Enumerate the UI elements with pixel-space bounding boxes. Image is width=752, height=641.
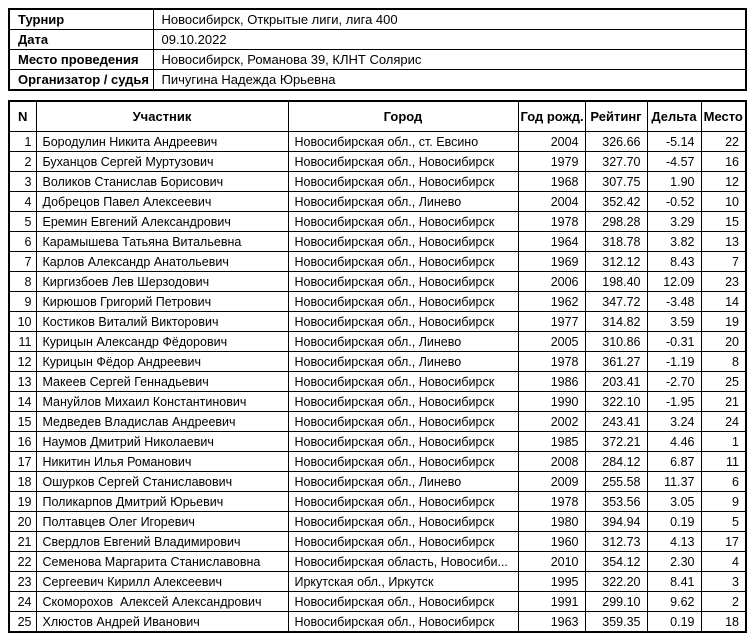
participant-row bbox=[9, 292, 746, 312]
cell-rating: 318.78 bbox=[585, 232, 647, 252]
cell-number: 15 bbox=[9, 412, 36, 432]
cell-participant: Курицын Фёдор Андреевич bbox=[36, 352, 288, 372]
cell-participant: Медведев Владислав Андреевич bbox=[36, 412, 288, 432]
cell-participant: Кирюшов Григорий Петрович bbox=[36, 292, 288, 312]
column-header-birth-year: Год рожд. bbox=[518, 101, 585, 132]
cell-rating: 203.41 bbox=[585, 372, 647, 392]
participant-row bbox=[9, 192, 746, 212]
cell-delta: 0.19 bbox=[647, 612, 701, 633]
info-value: Пичугина Надежда Юрьевна bbox=[153, 70, 746, 91]
cell-birth-year: 1986 bbox=[518, 372, 585, 392]
participants-table bbox=[8, 100, 747, 633]
info-value: 09.10.2022 bbox=[153, 30, 746, 50]
cell-delta: 8.43 bbox=[647, 252, 701, 272]
cell-birth-year: 1978 bbox=[518, 212, 585, 232]
cell-rating: 310.86 bbox=[585, 332, 647, 352]
cell-delta: 12.09 bbox=[647, 272, 701, 292]
cell-number: 21 bbox=[9, 532, 36, 552]
cell-number: 20 bbox=[9, 512, 36, 532]
cell-rating: 361.27 bbox=[585, 352, 647, 372]
cell-number: 25 bbox=[9, 612, 36, 633]
column-header-number: N bbox=[9, 101, 36, 132]
cell-city: Новосибирская обл., Новосибирск bbox=[288, 312, 518, 332]
cell-rating: 243.41 bbox=[585, 412, 647, 432]
participant-row bbox=[9, 392, 746, 412]
cell-city: Новосибирская обл., Новосибирск bbox=[288, 372, 518, 392]
cell-delta: 3.82 bbox=[647, 232, 701, 252]
participant-row bbox=[9, 612, 746, 633]
cell-delta: 3.59 bbox=[647, 312, 701, 332]
cell-number: 23 bbox=[9, 572, 36, 592]
cell-city: Новосибирская обл., Новосибирск bbox=[288, 232, 518, 252]
cell-number: 1 bbox=[9, 132, 36, 152]
cell-number: 10 bbox=[9, 312, 36, 332]
cell-place: 17 bbox=[701, 532, 746, 552]
cell-birth-year: 1960 bbox=[518, 532, 585, 552]
cell-city: Новосибирская обл., Новосибирск bbox=[288, 172, 518, 192]
participants-body bbox=[9, 132, 746, 633]
cell-rating: 198.40 bbox=[585, 272, 647, 292]
cell-place: 20 bbox=[701, 332, 746, 352]
cell-place: 21 bbox=[701, 392, 746, 412]
cell-participant: Семенова Маргарита Станиславовна bbox=[36, 552, 288, 572]
cell-participant: Курицын Александр Фёдорович bbox=[36, 332, 288, 352]
cell-rating: 312.12 bbox=[585, 252, 647, 272]
cell-participant: Мануйлов Михаил Константинович bbox=[36, 392, 288, 412]
column-header-city: Город bbox=[288, 101, 518, 132]
participant-row bbox=[9, 272, 746, 292]
cell-birth-year: 2010 bbox=[518, 552, 585, 572]
cell-delta: 1.90 bbox=[647, 172, 701, 192]
participant-row bbox=[9, 592, 746, 612]
participant-row bbox=[9, 352, 746, 372]
cell-number: 17 bbox=[9, 452, 36, 472]
participant-row bbox=[9, 172, 746, 192]
cell-delta: 0.19 bbox=[647, 512, 701, 532]
cell-rating: 327.70 bbox=[585, 152, 647, 172]
cell-place: 24 bbox=[701, 412, 746, 432]
cell-delta: 9.62 bbox=[647, 592, 701, 612]
cell-city: Новосибирская обл., Новосибирск bbox=[288, 292, 518, 312]
cell-number: 14 bbox=[9, 392, 36, 412]
cell-delta: -0.52 bbox=[647, 192, 701, 212]
cell-rating: 394.94 bbox=[585, 512, 647, 532]
cell-number: 6 bbox=[9, 232, 36, 252]
cell-number: 3 bbox=[9, 172, 36, 192]
participant-row bbox=[9, 432, 746, 452]
cell-birth-year: 1980 bbox=[518, 512, 585, 532]
cell-birth-year: 1962 bbox=[518, 292, 585, 312]
cell-number: 18 bbox=[9, 472, 36, 492]
cell-city: Новосибирская обл., ст. Евсино bbox=[288, 132, 518, 152]
cell-delta: 2.30 bbox=[647, 552, 701, 572]
cell-place: 23 bbox=[701, 272, 746, 292]
cell-delta: 3.05 bbox=[647, 492, 701, 512]
cell-participant: Бородулин Никита Андреевич bbox=[36, 132, 288, 152]
participant-row bbox=[9, 252, 746, 272]
cell-delta: -1.95 bbox=[647, 392, 701, 412]
participant-row bbox=[9, 372, 746, 392]
cell-rating: 298.28 bbox=[585, 212, 647, 232]
cell-participant: Никитин Илья Романович bbox=[36, 452, 288, 472]
cell-delta: -5.14 bbox=[647, 132, 701, 152]
cell-birth-year: 2004 bbox=[518, 132, 585, 152]
cell-place: 22 bbox=[701, 132, 746, 152]
cell-place: 7 bbox=[701, 252, 746, 272]
cell-city: Новосибирская обл., Новосибирск bbox=[288, 432, 518, 452]
participant-row bbox=[9, 452, 746, 472]
cell-city: Новосибирская обл., Новосибирск bbox=[288, 212, 518, 232]
participant-row bbox=[9, 472, 746, 492]
cell-place: 19 bbox=[701, 312, 746, 332]
cell-delta: 4.46 bbox=[647, 432, 701, 452]
cell-participant: Наумов Дмитрий Николаевич bbox=[36, 432, 288, 452]
participant-row bbox=[9, 492, 746, 512]
cell-participant: Ошурков Сергей Станиславович bbox=[36, 472, 288, 492]
cell-birth-year: 1978 bbox=[518, 352, 585, 372]
cell-participant: Киргизбоев Лев Шерзодович bbox=[36, 272, 288, 292]
cell-place: 4 bbox=[701, 552, 746, 572]
cell-birth-year: 1985 bbox=[518, 432, 585, 452]
tournament-info-table bbox=[8, 8, 747, 91]
participant-row bbox=[9, 532, 746, 552]
cell-city: Новосибирская обл., Новосибирск bbox=[288, 532, 518, 552]
cell-delta: 6.87 bbox=[647, 452, 701, 472]
column-header-rating: Рейтинг bbox=[585, 101, 647, 132]
cell-rating: 299.10 bbox=[585, 592, 647, 612]
info-row bbox=[9, 9, 746, 30]
cell-birth-year: 1990 bbox=[518, 392, 585, 412]
cell-place: 12 bbox=[701, 172, 746, 192]
participant-row bbox=[9, 312, 746, 332]
cell-city: Новосибирская обл., Новосибирск bbox=[288, 252, 518, 272]
cell-birth-year: 2002 bbox=[518, 412, 585, 432]
cell-participant: Скоморохов Алексей Александрович bbox=[36, 592, 288, 612]
info-label: Дата bbox=[9, 30, 153, 50]
cell-city: Новосибирская обл., Новосибирск bbox=[288, 512, 518, 532]
cell-number: 8 bbox=[9, 272, 36, 292]
cell-rating: 326.66 bbox=[585, 132, 647, 152]
cell-delta: 8.41 bbox=[647, 572, 701, 592]
cell-participant: Буханцов Сергей Муртузович bbox=[36, 152, 288, 172]
cell-number: 2 bbox=[9, 152, 36, 172]
cell-delta: -4.57 bbox=[647, 152, 701, 172]
cell-number: 16 bbox=[9, 432, 36, 452]
cell-place: 16 bbox=[701, 152, 746, 172]
cell-city: Новосибирская область, Новосиби... bbox=[288, 552, 518, 572]
cell-number: 19 bbox=[9, 492, 36, 512]
cell-place: 14 bbox=[701, 292, 746, 312]
participant-row bbox=[9, 572, 746, 592]
column-header-participant: Участник bbox=[36, 101, 288, 132]
participants-header-row bbox=[9, 101, 746, 132]
cell-birth-year: 2008 bbox=[518, 452, 585, 472]
cell-city: Новосибирская обл., Новосибирск bbox=[288, 272, 518, 292]
cell-birth-year: 2009 bbox=[518, 472, 585, 492]
cell-place: 13 bbox=[701, 232, 746, 252]
cell-birth-year: 1979 bbox=[518, 152, 585, 172]
cell-place: 6 bbox=[701, 472, 746, 492]
cell-rating: 255.58 bbox=[585, 472, 647, 492]
cell-city: Новосибирская обл., Линево bbox=[288, 332, 518, 352]
cell-delta: -1.19 bbox=[647, 352, 701, 372]
cell-participant: Воликов Станислав Борисович bbox=[36, 172, 288, 192]
cell-birth-year: 1991 bbox=[518, 592, 585, 612]
info-label: Место проведения bbox=[9, 50, 153, 70]
cell-delta: 3.24 bbox=[647, 412, 701, 432]
cell-participant: Полтавцев Олег Игоревич bbox=[36, 512, 288, 532]
cell-delta: 3.29 bbox=[647, 212, 701, 232]
cell-number: 7 bbox=[9, 252, 36, 272]
cell-participant: Свердлов Евгений Владимирович bbox=[36, 532, 288, 552]
cell-participant: Сергеевич Кирилл Алексеевич bbox=[36, 572, 288, 592]
cell-rating: 307.75 bbox=[585, 172, 647, 192]
participant-row bbox=[9, 152, 746, 172]
cell-rating: 359.35 bbox=[585, 612, 647, 633]
cell-rating: 354.12 bbox=[585, 552, 647, 572]
cell-participant: Костиков Виталий Викторович bbox=[36, 312, 288, 332]
info-row bbox=[9, 70, 746, 91]
cell-birth-year: 1977 bbox=[518, 312, 585, 332]
cell-delta: -2.70 bbox=[647, 372, 701, 392]
cell-delta: 11.37 bbox=[647, 472, 701, 492]
cell-rating: 353.56 bbox=[585, 492, 647, 512]
cell-delta: -0.31 bbox=[647, 332, 701, 352]
cell-birth-year: 2006 bbox=[518, 272, 585, 292]
cell-number: 12 bbox=[9, 352, 36, 372]
cell-city: Новосибирская обл., Новосибирск bbox=[288, 152, 518, 172]
cell-birth-year: 2005 bbox=[518, 332, 585, 352]
info-row bbox=[9, 30, 746, 50]
cell-city: Новосибирская обл., Линево bbox=[288, 352, 518, 372]
cell-place: 2 bbox=[701, 592, 746, 612]
cell-rating: 284.12 bbox=[585, 452, 647, 472]
cell-place: 11 bbox=[701, 452, 746, 472]
cell-place: 9 bbox=[701, 492, 746, 512]
cell-participant: Добрецов Павел Алексеевич bbox=[36, 192, 288, 212]
cell-place: 8 bbox=[701, 352, 746, 372]
cell-birth-year: 1969 bbox=[518, 252, 585, 272]
cell-participant: Карлов Александр Анатольевич bbox=[36, 252, 288, 272]
cell-participant: Хлюстов Андрей Иванович bbox=[36, 612, 288, 633]
cell-city: Новосибирская обл., Новосибирск bbox=[288, 592, 518, 612]
cell-rating: 352.42 bbox=[585, 192, 647, 212]
cell-participant: Еремин Евгений Александрович bbox=[36, 212, 288, 232]
participant-row bbox=[9, 332, 746, 352]
cell-birth-year: 1995 bbox=[518, 572, 585, 592]
cell-rating: 312.73 bbox=[585, 532, 647, 552]
cell-delta: 4.13 bbox=[647, 532, 701, 552]
cell-place: 1 bbox=[701, 432, 746, 452]
participant-row bbox=[9, 212, 746, 232]
cell-participant: Макеев Сергей Геннадьевич bbox=[36, 372, 288, 392]
cell-rating: 322.10 bbox=[585, 392, 647, 412]
info-label: Турнир bbox=[9, 9, 153, 30]
cell-birth-year: 1964 bbox=[518, 232, 585, 252]
cell-rating: 372.21 bbox=[585, 432, 647, 452]
cell-city: Новосибирская обл., Новосибирск bbox=[288, 452, 518, 472]
cell-participant: Поликарпов Дмитрий Юрьевич bbox=[36, 492, 288, 512]
participant-row bbox=[9, 232, 746, 252]
cell-rating: 322.20 bbox=[585, 572, 647, 592]
cell-birth-year: 1963 bbox=[518, 612, 585, 633]
cell-place: 18 bbox=[701, 612, 746, 633]
participant-row bbox=[9, 552, 746, 572]
info-label: Организатор / судья bbox=[9, 70, 153, 91]
cell-city: Новосибирская обл., Линево bbox=[288, 472, 518, 492]
cell-birth-year: 1978 bbox=[518, 492, 585, 512]
cell-city: Новосибирская обл., Новосибирск bbox=[288, 412, 518, 432]
participant-row bbox=[9, 412, 746, 432]
info-value: Новосибирск, Открытые лиги, лига 400 bbox=[153, 9, 746, 30]
cell-participant: Карамышева Татьяна Витальевна bbox=[36, 232, 288, 252]
cell-city: Новосибирская обл., Новосибирск bbox=[288, 612, 518, 633]
cell-place: 5 bbox=[701, 512, 746, 532]
tournament-results-page bbox=[8, 8, 745, 633]
cell-city: Новосибирская обл., Новосибирск bbox=[288, 492, 518, 512]
info-value: Новосибирск, Романова 39, КЛНТ Солярис bbox=[153, 50, 746, 70]
cell-city: Новосибирская обл., Линево bbox=[288, 192, 518, 212]
cell-place: 3 bbox=[701, 572, 746, 592]
cell-place: 10 bbox=[701, 192, 746, 212]
cell-city: Новосибирская обл., Новосибирск bbox=[288, 392, 518, 412]
participant-row bbox=[9, 132, 746, 152]
cell-number: 13 bbox=[9, 372, 36, 392]
participant-row bbox=[9, 512, 746, 532]
info-row bbox=[9, 50, 746, 70]
tournament-info-body bbox=[9, 9, 746, 90]
cell-number: 24 bbox=[9, 592, 36, 612]
cell-place: 15 bbox=[701, 212, 746, 232]
cell-rating: 314.82 bbox=[585, 312, 647, 332]
cell-number: 22 bbox=[9, 552, 36, 572]
cell-birth-year: 1968 bbox=[518, 172, 585, 192]
cell-number: 11 bbox=[9, 332, 36, 352]
cell-city: Иркутская обл., Иркутск bbox=[288, 572, 518, 592]
cell-number: 5 bbox=[9, 212, 36, 232]
cell-number: 4 bbox=[9, 192, 36, 212]
cell-birth-year: 2004 bbox=[518, 192, 585, 212]
column-header-delta: Дельта bbox=[647, 101, 701, 132]
cell-place: 25 bbox=[701, 372, 746, 392]
cell-number: 9 bbox=[9, 292, 36, 312]
cell-rating: 347.72 bbox=[585, 292, 647, 312]
cell-delta: -3.48 bbox=[647, 292, 701, 312]
column-header-place: Место bbox=[701, 101, 746, 132]
